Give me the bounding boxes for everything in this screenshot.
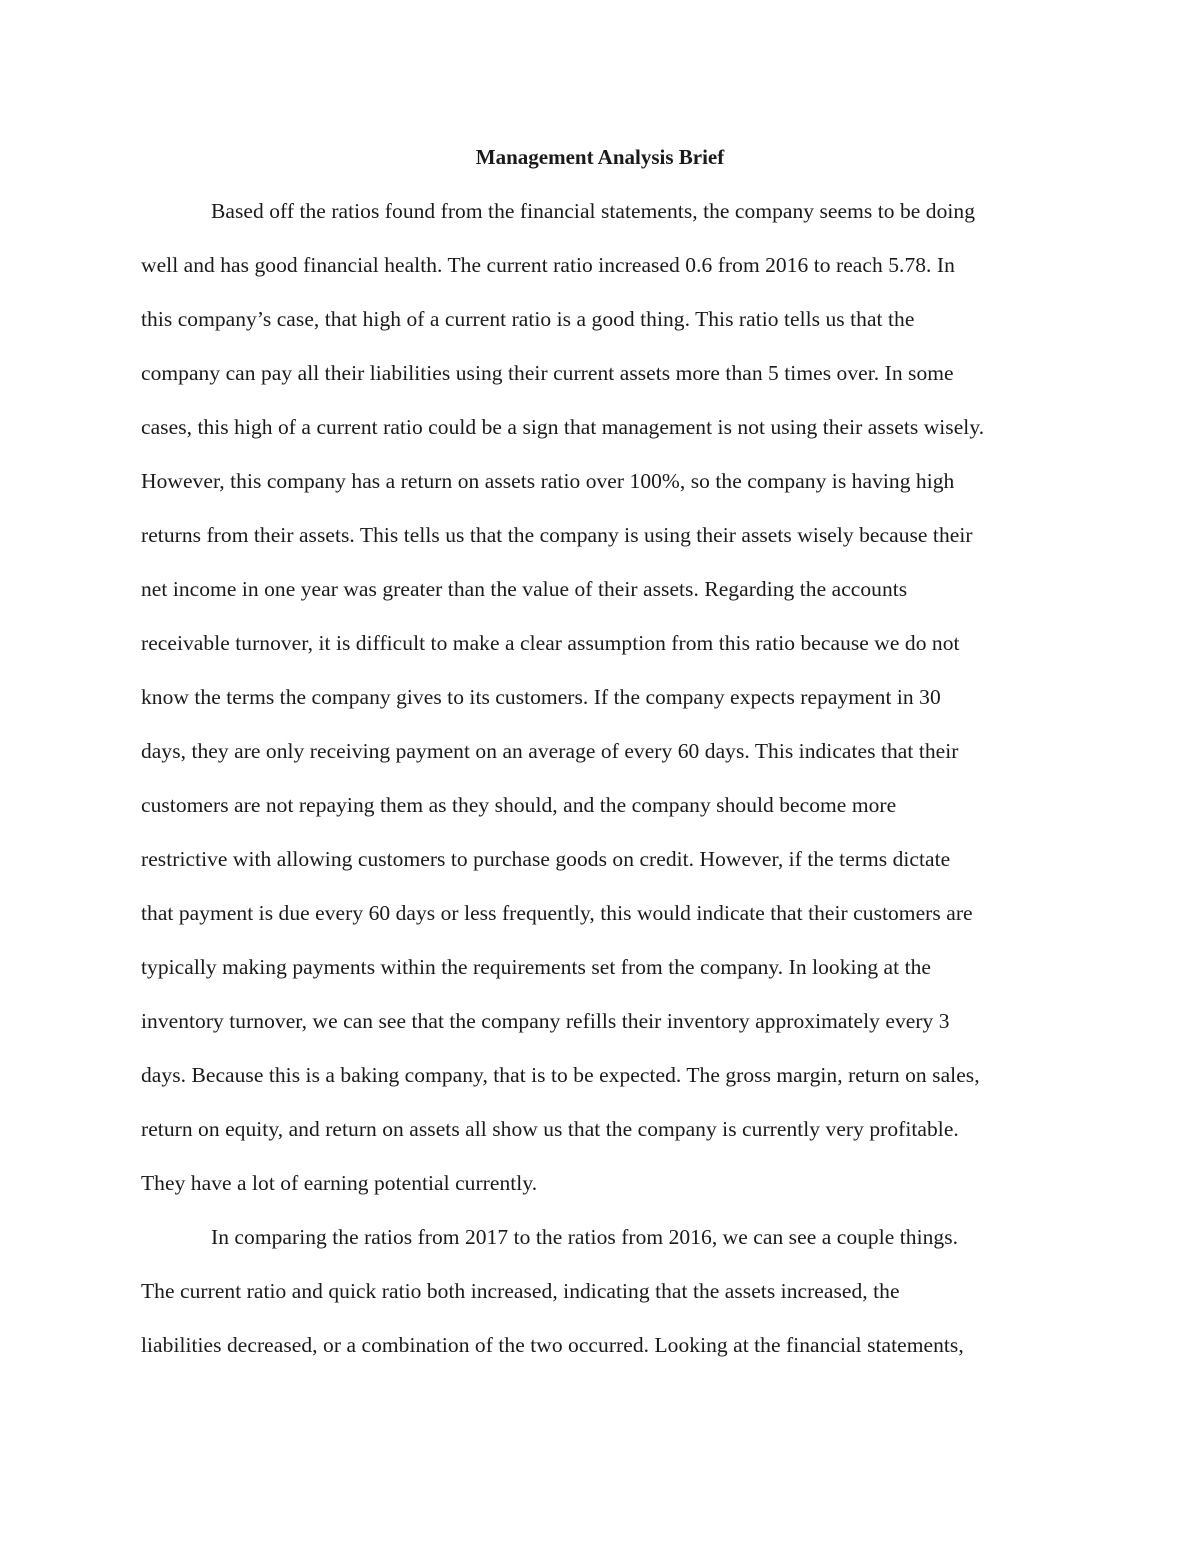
paragraph-1-line-10: know the terms the company gives to its customers. If the company expects repayment in 30 [141,685,941,709]
paragraph-1-line-17: days. Because this is a baking company, that is to be expected. The gross margin, return on sales, [141,1063,980,1087]
paragraph-1-line-18: return on equity, and return on assets all show us that the company is currently very profitable. [141,1117,959,1141]
paragraph-1-line-12: customers are not repaying them as they should, and the company should become more [141,793,897,817]
paragraph-1-line-15: typically making payments within the requirements set from the company. In looking at the [141,955,932,979]
paragraph-1-line-5: cases, this high of a current ratio could be a sign that management is not using their assets wisely. [141,415,985,439]
paragraph-1-line-1: Based off the ratios found from the financial statements, the company seems to be doing [211,199,976,223]
paragraph-1-line-19: They have a lot of earning potential currently. [141,1171,538,1195]
paragraph-1-line-6: However, this company has a return on assets ratio over 100%, so the company is having high [141,469,955,493]
paragraph-1-line-4: company can pay all their liabilities using their current assets more than 5 times over. In some [141,361,954,385]
paragraph-1-line-11: days, they are only receiving payment on an average of every 60 days. This indicates that their [141,739,959,763]
paragraph-1-line-3: this company’s case, that high of a current ratio is a good thing. This ratio tells us that the [141,307,915,331]
paragraph-1-line-9: receivable turnover, it is difficult to make a clear assumption from this ratio because we do not [141,631,960,655]
document-title: Management Analysis Brief [475,145,725,169]
paragraph-1-line-14: that payment is due every 60 days or less frequently, this would indicate that their customers are [141,901,973,925]
paragraph-1-line-16: inventory turnover, we can see that the company refills their inventory approximately every 3 [141,1009,950,1033]
paragraph-1-line-13: restrictive with allowing customers to purchase goods on credit. However, if the terms dictate [141,847,951,871]
paragraph-2-line-3: liabilities decreased, or a combination of the two occurred. Looking at the financial statements, [141,1333,964,1357]
paragraph-1-line-8: net income in one year was greater than the value of their assets. Regarding the accounts [141,577,908,601]
paragraph-1-line-2: well and has good financial health. The current ratio increased 0.6 from 2016 to reach 5.78. In [141,253,955,277]
paragraph-2-line-2: The current ratio and quick ratio both increased, indicating that the assets increased, the [141,1279,900,1303]
paragraph-1-line-7: returns from their assets. This tells us that the company is using their assets wisely because their [141,523,973,547]
paragraph-2-line-1: In comparing the ratios from 2017 to the ratios from 2016, we can see a couple things. [211,1225,959,1249]
